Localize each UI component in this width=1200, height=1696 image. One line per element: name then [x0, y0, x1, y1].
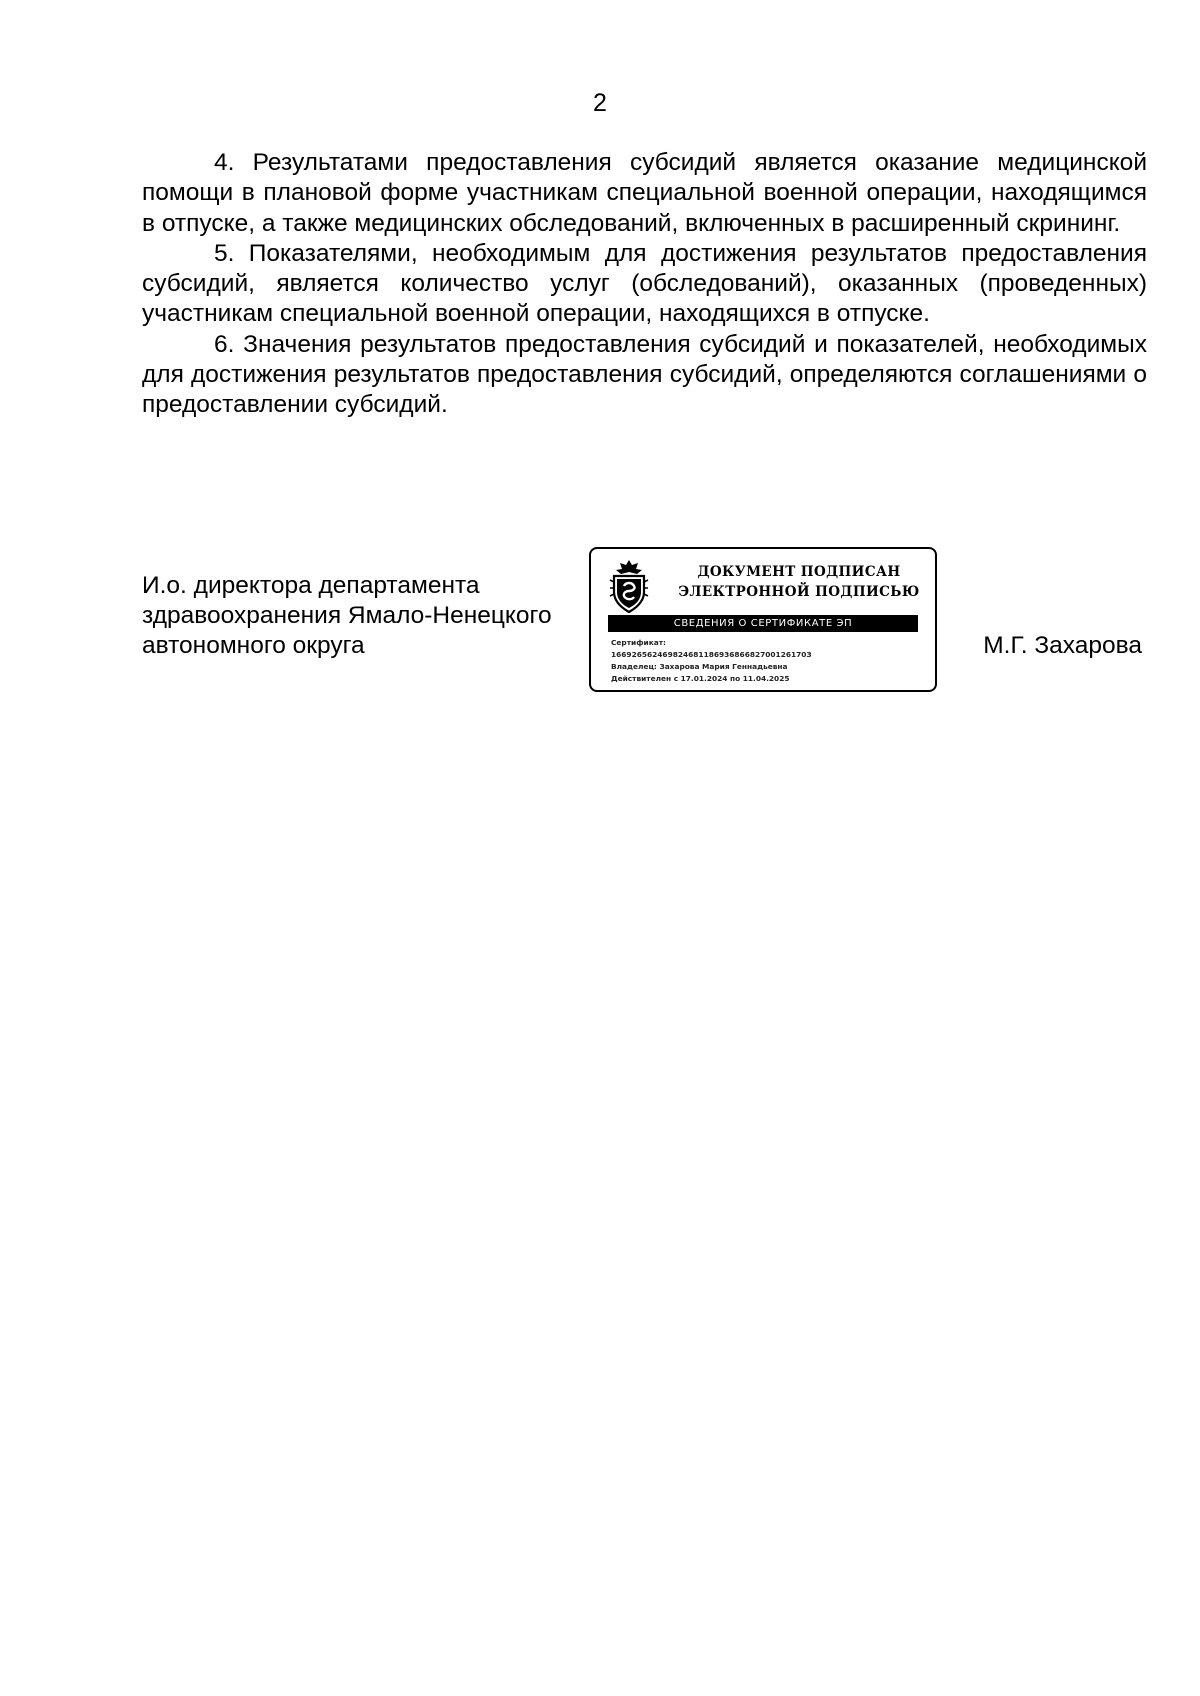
certificate-label: Сертификат: [611, 638, 666, 647]
paragraph-4: 4. Результатами предоставления субсидий является оказание медицинской помощи в плановой форме участникам специальной военной операции, находящимся в отпуске, а также медицинских обследований, включенных в расширенный скрининг. [142, 149, 1147, 237]
certificate-validity: Действителен с 17.01.2024 по 11.04.2025 [611, 674, 790, 683]
page-number: 2 [593, 89, 607, 117]
body-text [142, 148, 1147, 421]
certificate-number: 16692656246982468118693686682700126170З [611, 650, 812, 659]
stamp-title-line: ДОКУМЕНТ ПОДПИСАН [697, 564, 901, 580]
signatory-name: М.Г. Захарова [983, 632, 1142, 659]
coat-of-arms-icon [608, 558, 650, 614]
stamp-title [665, 562, 933, 602]
signatory-position-line: здравоохранения Ямало-Ненецкого [142, 602, 552, 629]
certificate-info-bar: СВЕДЕНИЯ О СЕРТИФИКАТЕ ЭП [608, 615, 918, 632]
paragraph-6: 6. Значения результатов предоставления субсидий и показателей, необходимых для достижения результатов предоставления субсидий, определяются соглашениями о предоставлении субсидий. [142, 330, 1147, 419]
certificate-owner: Владелец: Захарова Мария Геннадьевна [611, 662, 788, 671]
paragraph-5: 5. Показателями, необходимым для достижения результатов предоставления субсидий, является количество услуг (обследований), оказанных (проведенных) участникам специальной военной операции, находящихся в отпуске. [142, 239, 1147, 328]
stamp-title-line: ЭЛЕКТРОННОЙ ПОДПИСЬЮ [678, 584, 920, 600]
signatory-position [142, 571, 592, 661]
signatory-position-line: автономного округа [142, 632, 365, 659]
electronic-signature-stamp [589, 547, 937, 692]
certificate-details [611, 637, 931, 685]
signatory-position-line: И.о. директора департамента [142, 572, 480, 599]
